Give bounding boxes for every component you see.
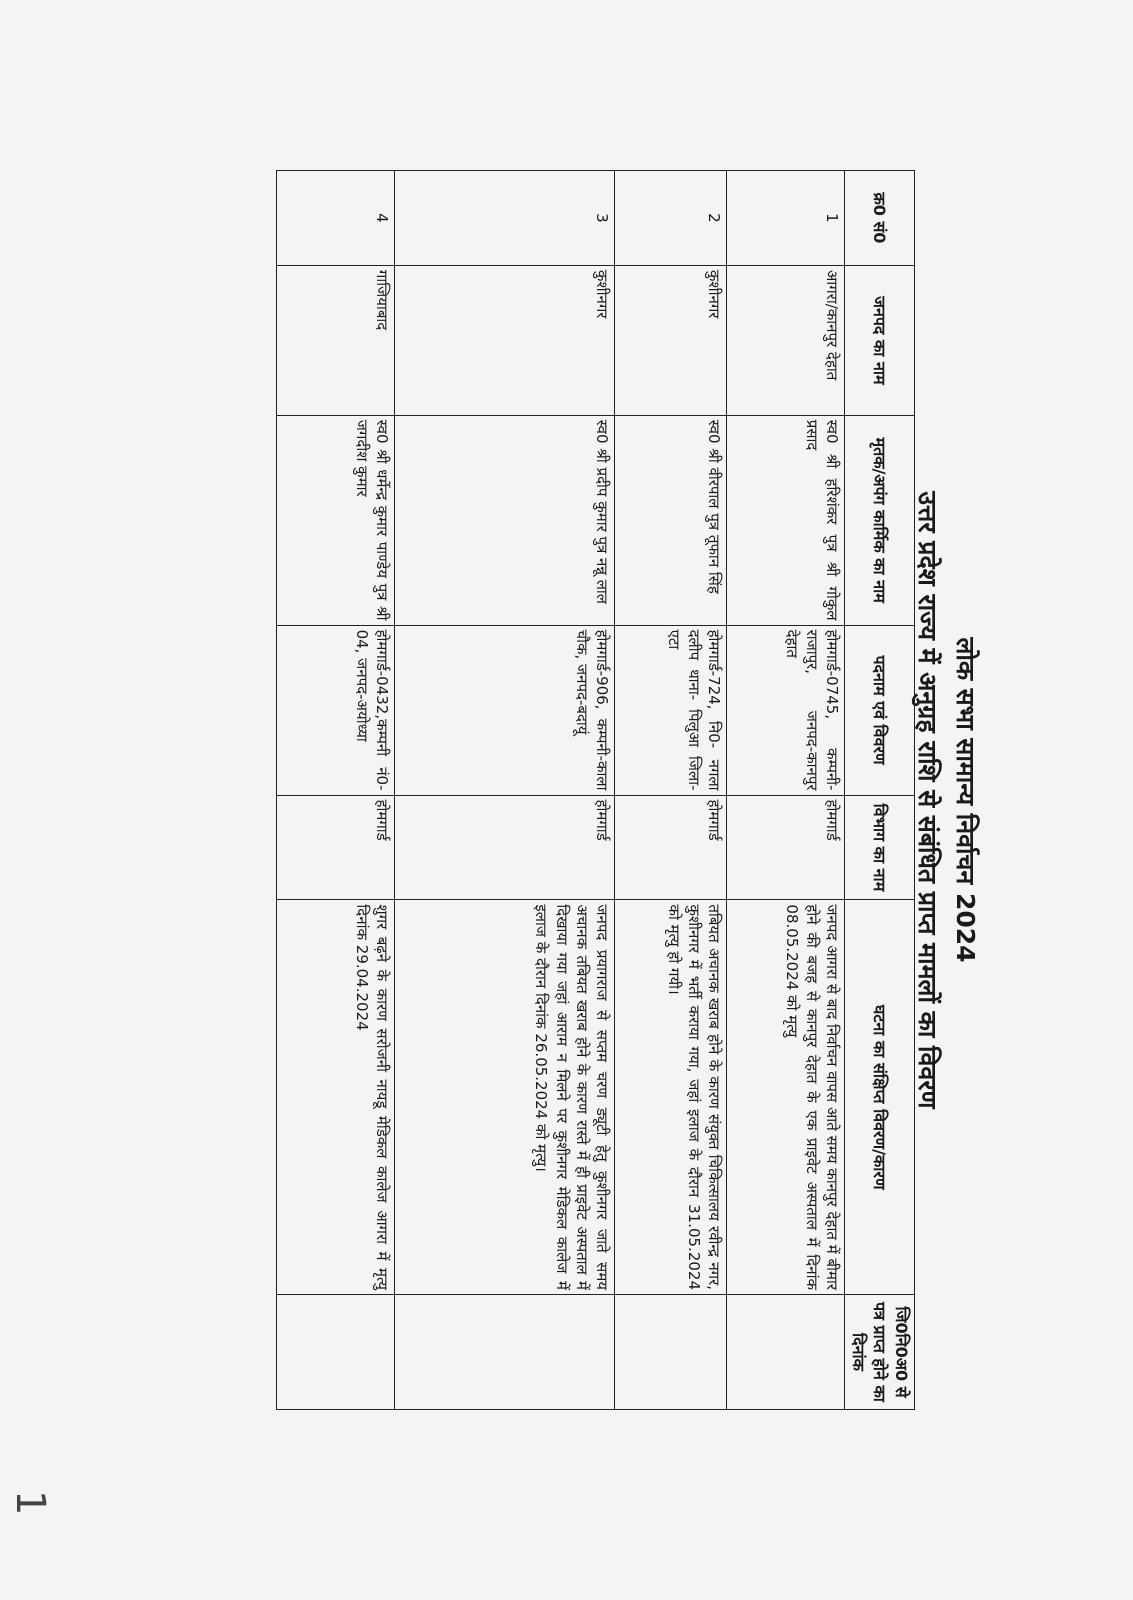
document-title: लोक सभा सामान्य निर्वाचन 2024 — [951, 637, 980, 963]
table-row — [395, 171, 615, 1410]
header-details: घटना का संक्षिप्त विवरण/कारण — [845, 900, 915, 1295]
header-serial: क्र0 सं0 — [845, 171, 915, 266]
cell-name: स्व0 श्री वीरपाल पुत्र तूफान सिंह — [615, 415, 727, 625]
cell-district: गाजियाबाद — [277, 265, 395, 415]
table-row — [727, 171, 845, 1410]
cell-serial: 3 — [395, 171, 615, 266]
cell-district: कुशीनगर — [615, 265, 727, 415]
cell-details: शुगर बढ़ने के कारण सरोजनी नायडू मेडिकल कालेज आगरा में मृत्यु दिनांक 29.04.2024 — [277, 900, 395, 1295]
header-name: मृतक/अपंग कार्मिक का नाम — [845, 415, 915, 625]
cell-district: कुशीनगर — [395, 265, 615, 415]
cell-department: होमगार्ड — [727, 795, 845, 900]
cell-department: होमगार्ड — [277, 795, 395, 900]
header-district: जनपद का नाम — [845, 265, 915, 415]
cell-district: आगरा/कानपुर देहात — [727, 265, 845, 415]
cell-department: होमगार्ड — [615, 795, 727, 900]
cell-details: तबियत अचानक खराब होने के कारण संयुक्त चिकित्सालय रवीन्द्र नगर, कुशीनगर में भर्ती कराया गया, जहां इलाज के दौरान 31.05.2024 को मृत्यु हो गयी। — [615, 900, 727, 1295]
cell-name: स्व0 श्री हरिशंकर पुत्र श्री गोकुल प्रसाद — [727, 415, 845, 625]
handwritten-page-mark: 1 — [7, 1490, 53, 1516]
cell-name: स्व0 श्री प्रदीप कुमार पुत्र नन्नू लाल — [395, 415, 615, 625]
cell-date — [727, 1295, 845, 1410]
cell-designation: होमगार्ड-0432,कम्पनी नं0-04, जनपद-अयोध्या — [277, 625, 395, 795]
cell-date — [277, 1295, 395, 1410]
cell-name: स्व0 श्री धर्मेन्द्र कुमार पाण्डेय पुत्र श्री जगदीश कुमार — [277, 415, 395, 625]
cell-serial: 4 — [277, 171, 395, 266]
cell-department: होमगार्ड — [395, 795, 615, 900]
table-header-row — [845, 171, 915, 1410]
cell-date — [615, 1295, 727, 1410]
header-date: जि0नि0अ0 से पत्र प्राप्त होने का दिनांक — [845, 1295, 915, 1410]
table-row — [277, 171, 395, 1410]
table-row — [615, 171, 727, 1410]
cell-serial: 1 — [727, 171, 845, 266]
header-designation: पदनाम एवं विवरण — [845, 625, 915, 795]
cases-table — [276, 170, 915, 1410]
cell-designation: होमगार्ड-724, नि0- नगला दलीप थाना- पिलुआ जिला-एटा — [615, 625, 727, 795]
cell-designation: होमगार्ड-0745, कम्पनी-राजापुर, जनपद-कानपुर देहात — [727, 625, 845, 795]
cell-details: जनपद आगरा से बाद निर्वाचन वापस आते समय कानपुर देहात में बीमार होने की बजह से कानपुर देहात के एक प्राइवेट अस्पताल में दिनांक 08.05.2024 को मृत्यु — [727, 900, 845, 1295]
header-department: विभाग का नाम — [845, 795, 915, 900]
cell-designation: होमगार्ड-906, कम्पनी-काला चौक, जनपद-बदायूं — [395, 625, 615, 795]
cell-serial: 2 — [615, 171, 727, 266]
cell-details: जनपद प्रयागराज से सप्तम चरण ड्यूटी हेतु कुशीनगर जाते समय अचानक तबियत खराब होने के कारण रास्ते में ही प्राइवेट अस्पताल में दिखाया गया जहां आराम न मिलने पर कुशीनगर मेडिकल कालेज में इलाज के दौरान दिनांक 26.05.2024 को मृत्यु। — [395, 900, 615, 1295]
document-subtitle: उत्तर प्रदेश राज्य में अनुग्रह राशि से संबंधित प्राप्त मामलों का विवरण — [913, 491, 942, 1109]
cell-date — [395, 1295, 615, 1410]
